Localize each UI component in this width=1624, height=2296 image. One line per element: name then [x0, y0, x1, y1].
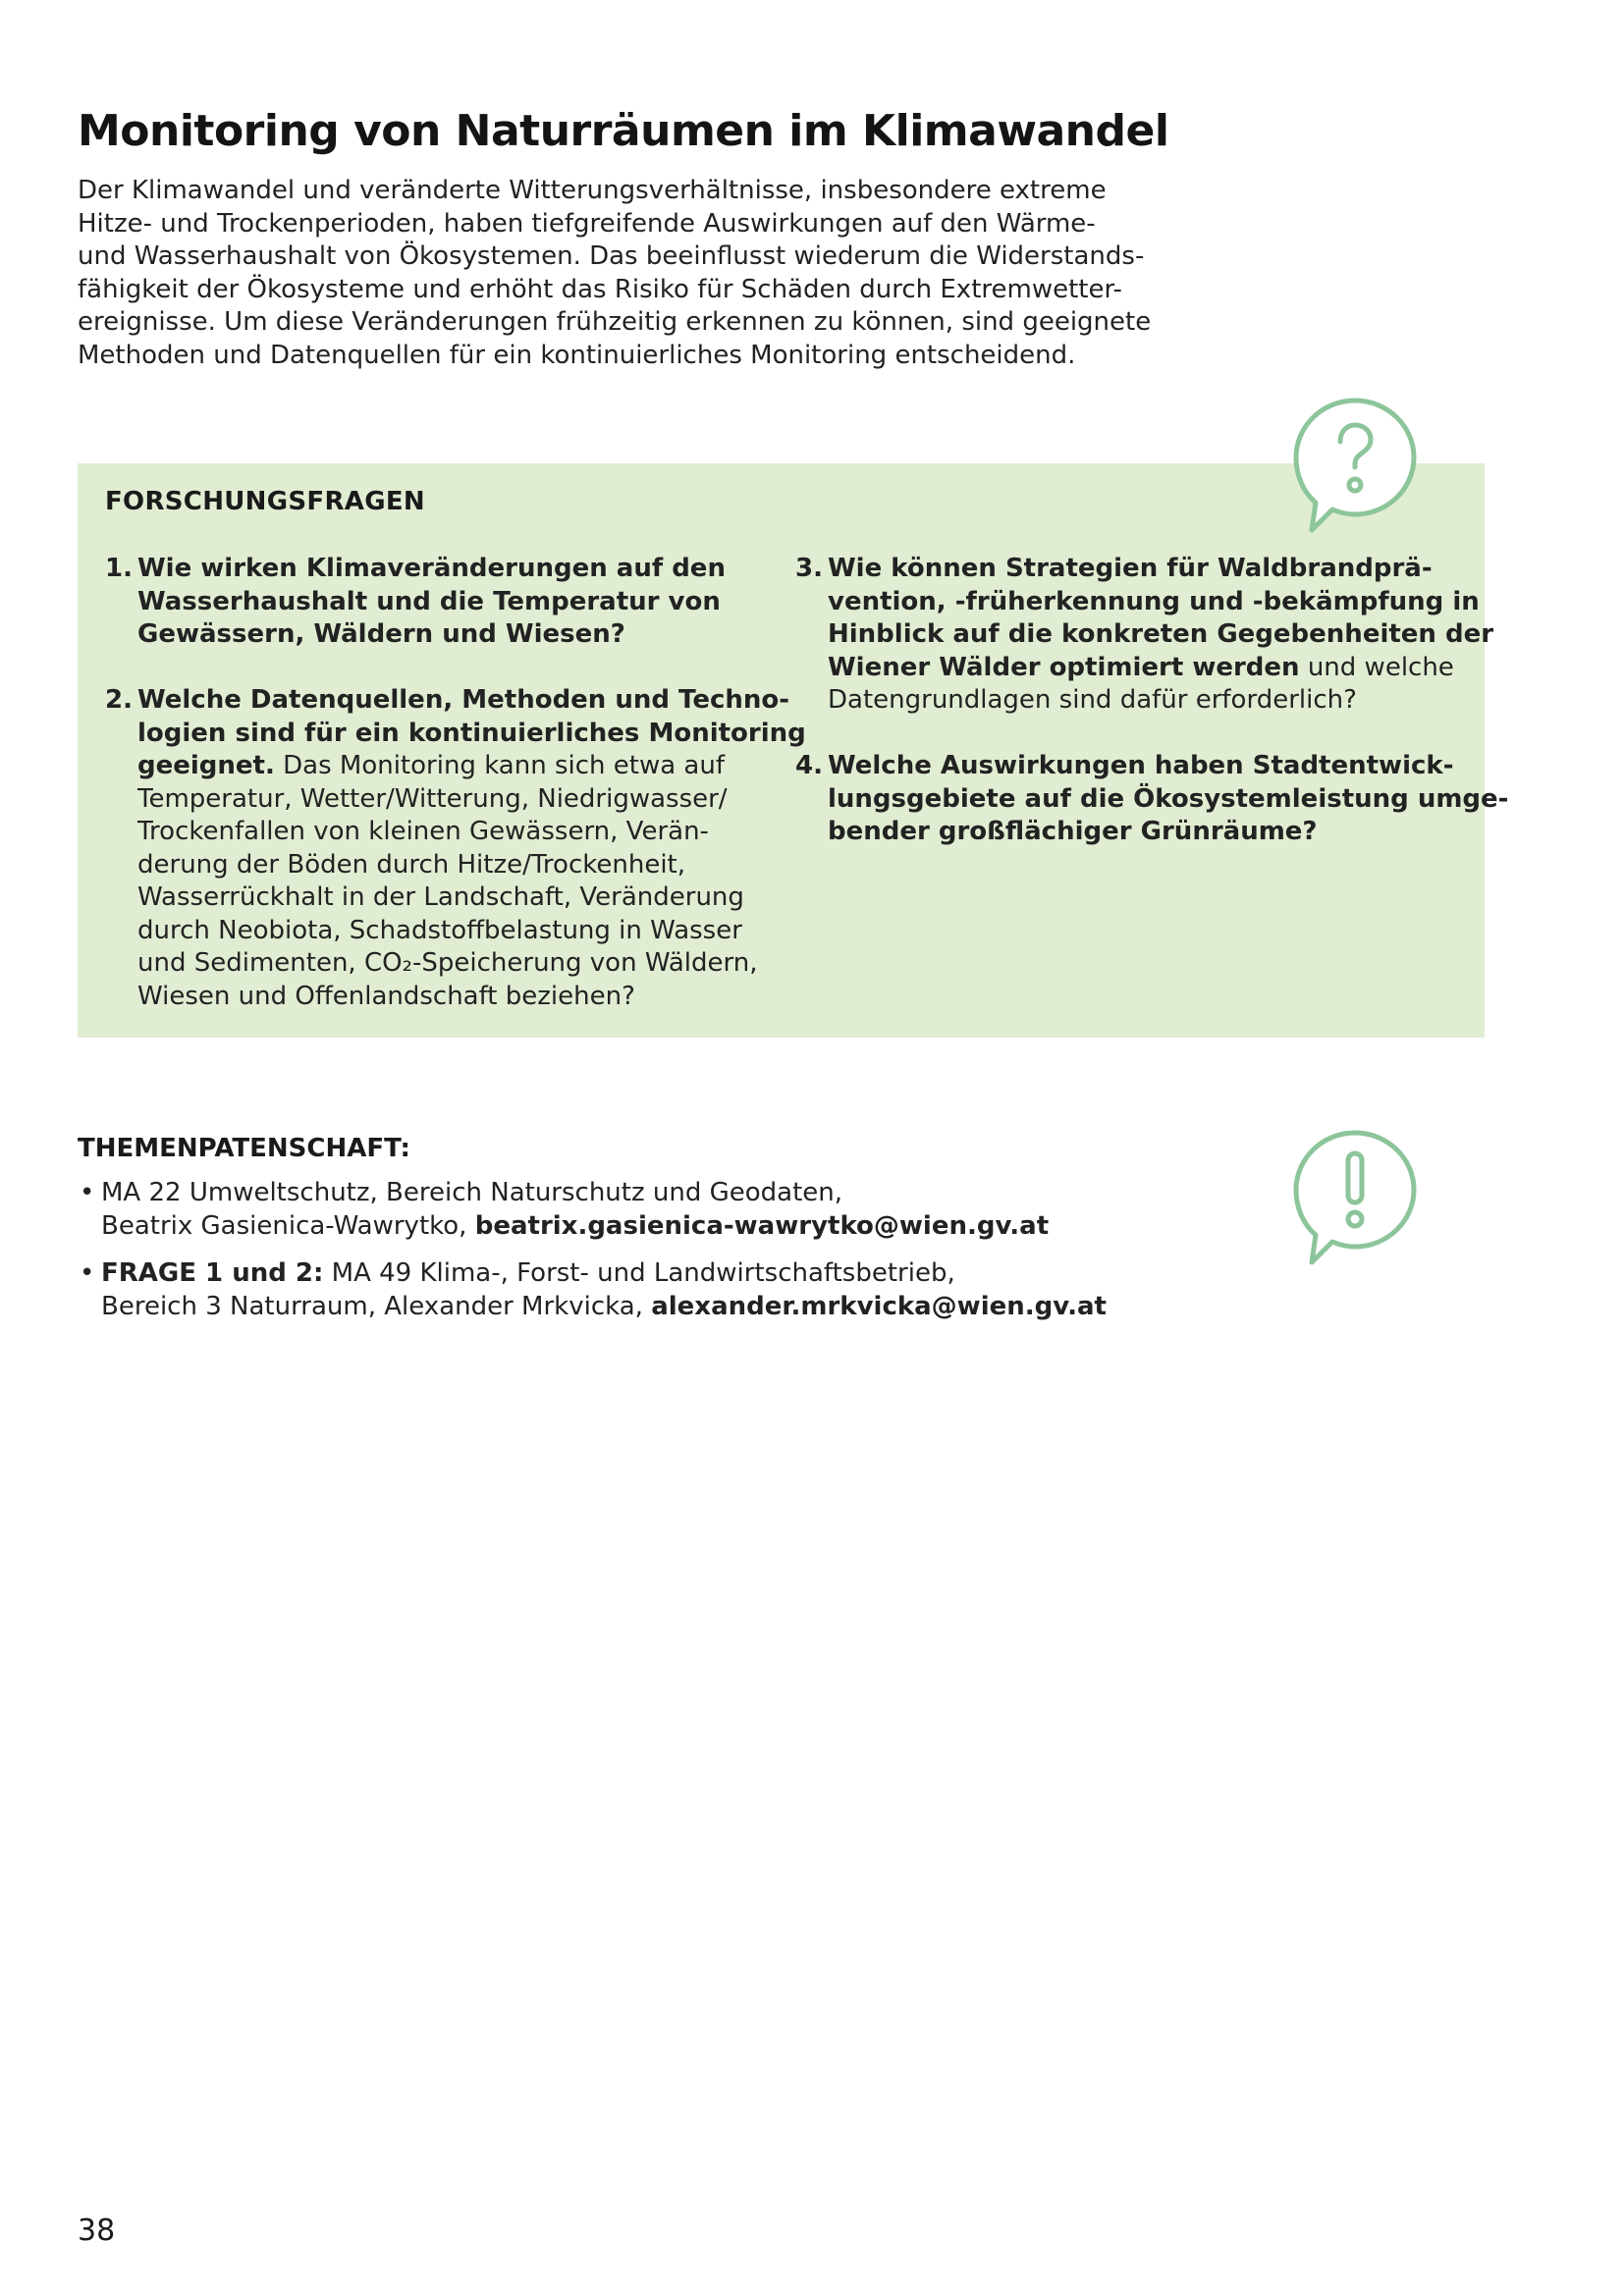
patron-organisation: MA 49 Klima-, Forst- und Landwirtschaftsbetrieb, — [323, 1258, 955, 1288]
question-text-line: Hinblick auf die konkreten Gegebenheiten der — [828, 619, 1494, 649]
question-text-line: durch Neobiota, Schadstoffbelastung in Wasser — [137, 915, 742, 945]
patron-email-link[interactable]: beatrix.gasienica-wawrytko@wien.gv.at — [474, 1210, 1050, 1241]
patronage-heading: THEMENPATENSCHAFT: — [78, 1134, 410, 1163]
intro-line: Methoden und Datenquellen für ein kontinuierliches Monitoring entscheidend. — [78, 340, 1076, 370]
intro-line: Der Klimawandel und veränderte Witterungsverhältnisse, insbesondere extreme — [78, 176, 1107, 205]
bullet: • — [80, 1178, 95, 1207]
question-item — [795, 553, 1494, 718]
patron-contact: Bereich 3 Naturraum, Alexander Mrkvicka, — [101, 1291, 652, 1321]
intro-line: Hitze- und Trockenperioden, haben tiefgreifende Auswirkungen auf den Wärme- — [78, 208, 1096, 239]
question-text-line: Wasserrückhalt in der Landschaft, Veränderung — [137, 882, 744, 912]
patron-line — [101, 1291, 1158, 1324]
question-text-line: Wasserhaushalt und die Temperatur von — [137, 586, 721, 616]
question-text-line: Wie können Strategien für Waldbrandprä- — [828, 554, 1433, 583]
patronage-list — [78, 1177, 1158, 1338]
question-text-line: Datengrundlagen sind dafür erforderlich? — [828, 685, 1357, 715]
question-number: 1. — [105, 554, 133, 583]
question-bold-part: geeignet. — [137, 751, 275, 780]
question-normal-part: und welche — [1299, 652, 1454, 682]
page-title: Monitoring von Naturräumen im Klimawandel — [78, 106, 1169, 156]
question-text-line — [828, 652, 1473, 685]
exclamation-speech-bubble-icon — [1290, 1127, 1420, 1266]
question-text-line — [137, 750, 783, 783]
research-heading: FORSCHUNGSFRAGEN — [105, 487, 425, 516]
patron-email-link[interactable]: alexander.mrkvicka@wien.gv.at — [651, 1291, 1107, 1321]
question-text-line: und Sedimenten, CO₂-Speicherung von Wäldern, — [137, 948, 758, 978]
question-text-line: Welche Datenquellen, Methoden und Techno- — [137, 685, 790, 715]
question-text-line: vention, -früherkennung und -bekämpfung in — [828, 586, 1480, 616]
question-number: 3. — [795, 554, 823, 583]
question-item — [795, 750, 1509, 849]
question-text-line: Temperatur, Wetter/Witterung, Niedrigwasser/ — [137, 783, 728, 814]
questions-left-column — [105, 553, 806, 1046]
intro-line: fähigkeit der Ökosysteme und erhöht das Risiko für Schäden durch Extremwetter- — [78, 274, 1122, 304]
intro-paragraph — [78, 175, 1152, 372]
question-text-line: logien sind für ein kontinuierliches Monitoring — [137, 718, 806, 748]
patron-line — [101, 1257, 1158, 1291]
questions-right-column — [795, 553, 1509, 881]
question-item — [105, 553, 783, 652]
question-text-line: derung der Böden durch Hitze/Trockenheit, — [137, 849, 686, 880]
patron-organisation: MA 22 Umweltschutz, Bereich Naturschutz und Geodaten, — [101, 1178, 843, 1207]
question-text-line: lungsgebiete auf die Ökosystemleistung umge- — [828, 783, 1509, 814]
question-text-line: Wiesen und Offenlandschaft beziehen? — [137, 981, 635, 1011]
question-text-line: Wie wirken Klimaveränderungen auf den — [137, 554, 726, 583]
question-text-line: Gewässern, Wäldern und Wiesen? — [137, 619, 625, 649]
patron-item — [78, 1177, 1158, 1243]
page-number: 38 — [78, 2214, 116, 2248]
question-text-line: bender großflächiger Grünräume? — [828, 817, 1318, 846]
question-speech-bubble-icon — [1290, 395, 1420, 534]
intro-line: und Wasserhaushalt von Ökosystemen. Das beeinflusst wiederum die Widerstands- — [78, 241, 1145, 271]
patron-line — [101, 1210, 1158, 1244]
patron-item — [78, 1257, 1158, 1323]
question-text-line: Welche Auswirkungen haben Stadtentwick- — [828, 751, 1454, 780]
patron-contact: Beatrix Gasienica-Wawrytko, — [101, 1210, 475, 1241]
intro-line: ereignisse. Um diese Veränderungen frühzeitig erkennen zu können, sind geeignete — [78, 307, 1152, 337]
question-text-line: Trockenfallen von kleinen Gewässern, Verän- — [137, 817, 709, 846]
question-item — [105, 684, 806, 1013]
patron-line — [101, 1177, 1158, 1210]
question-number: 4. — [795, 751, 823, 780]
patron-label: FRAGE 1 und 2: — [101, 1258, 324, 1288]
bullet: • — [80, 1258, 95, 1288]
question-number: 2. — [105, 685, 133, 715]
question-normal-part: Das Monitoring kann sich etwa auf — [274, 751, 725, 780]
question-bold-part: Wiener Wälder optimiert werden — [828, 652, 1300, 682]
